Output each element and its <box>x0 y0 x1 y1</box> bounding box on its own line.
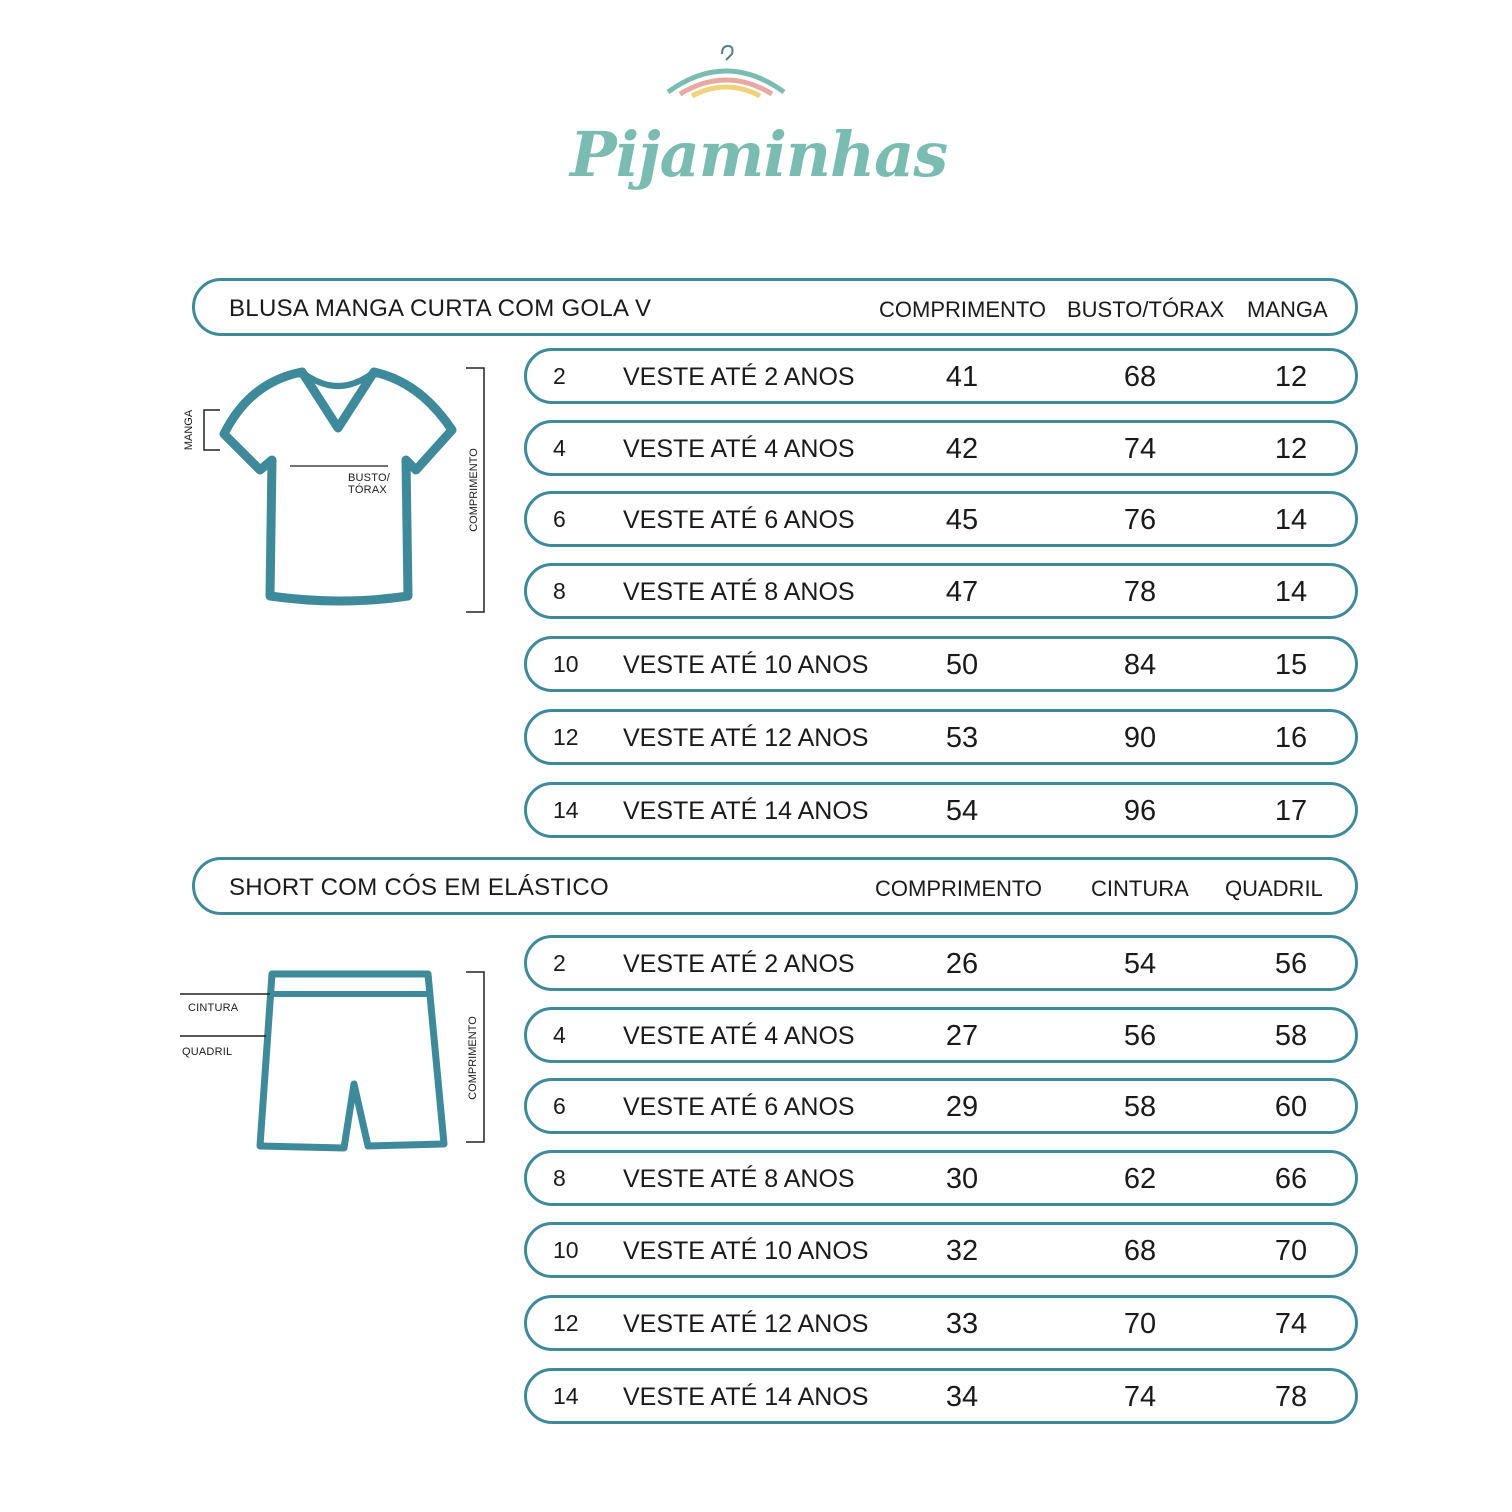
blusa-header <box>192 278 1358 336</box>
size-description: VESTE ATÉ 14 ANOS <box>623 1383 869 1411</box>
short-row <box>524 935 1358 991</box>
blusa-row <box>524 420 1358 476</box>
shorts-icon <box>178 960 498 1160</box>
manga-label: MANGA <box>183 409 196 451</box>
blusa-comprimento-label: COMPRIMENTO <box>467 448 480 532</box>
comprimento-value: 34 <box>945 1381 979 1413</box>
comprimento-value: 47 <box>945 576 979 608</box>
size-description: VESTE ATÉ 6 ANOS <box>623 506 855 534</box>
blusa-row <box>524 782 1358 838</box>
quadril-value: 78 <box>1274 1381 1308 1413</box>
size-description: VESTE ATÉ 2 ANOS <box>623 950 855 978</box>
comprimento-value: 26 <box>945 948 979 980</box>
comprimento-value: 41 <box>945 361 979 393</box>
busto-value: 76 <box>1123 504 1157 536</box>
busto-value: 68 <box>1123 361 1157 393</box>
short-row <box>524 1222 1358 1278</box>
manga-value: 14 <box>1274 504 1308 536</box>
quadril-value: 58 <box>1274 1020 1308 1052</box>
short-row <box>524 1295 1358 1351</box>
busto-value: 84 <box>1123 649 1157 681</box>
size-value: 10 <box>553 1237 579 1263</box>
cintura-value: 58 <box>1123 1091 1157 1123</box>
size-value: 12 <box>553 724 579 750</box>
blusa-row <box>524 709 1358 765</box>
cintura-value: 68 <box>1123 1235 1157 1267</box>
hanger-rainbow-icon <box>660 40 790 100</box>
short-header <box>192 857 1358 915</box>
short-title: SHORT COM CÓS EM ELÁSTICO <box>229 874 610 901</box>
size-description: VESTE ATÉ 12 ANOS <box>623 724 869 752</box>
size-value: 14 <box>553 1383 579 1409</box>
busto-value: 90 <box>1123 722 1157 754</box>
busto-value: 78 <box>1123 576 1157 608</box>
blusa-col-comprimento: COMPRIMENTO <box>879 297 1047 322</box>
short-col-comprimento: COMPRIMENTO <box>875 876 1043 901</box>
manga-value: 12 <box>1274 361 1308 393</box>
cintura-value: 54 <box>1123 948 1157 980</box>
size-value: 12 <box>553 1310 579 1336</box>
quadril-value: 60 <box>1274 1091 1308 1123</box>
comprimento-value: 32 <box>945 1235 979 1267</box>
manga-value: 14 <box>1274 576 1308 608</box>
manga-value: 12 <box>1274 433 1308 465</box>
busto-value: 74 <box>1123 433 1157 465</box>
size-value: 8 <box>553 578 566 604</box>
comprimento-value: 50 <box>945 649 979 681</box>
size-description: VESTE ATÉ 8 ANOS <box>623 578 855 606</box>
quadril-label: QUADRIL <box>182 1046 233 1058</box>
comprimento-value: 33 <box>945 1308 979 1340</box>
size-description: VESTE ATÉ 10 ANOS <box>623 1237 869 1265</box>
short-comprimento-label: COMPRIMENTO <box>466 1016 479 1100</box>
size-value: 8 <box>553 1165 566 1191</box>
short-row <box>524 1007 1358 1063</box>
short-col-quadril: QUADRIL <box>1225 876 1323 901</box>
size-value: 6 <box>553 1093 566 1119</box>
size-description: VESTE ATÉ 4 ANOS <box>623 435 855 463</box>
quadril-value: 74 <box>1274 1308 1308 1340</box>
short-row <box>524 1078 1358 1134</box>
size-description: VESTE ATÉ 4 ANOS <box>623 1022 855 1050</box>
size-value: 10 <box>553 651 579 677</box>
size-description: VESTE ATÉ 12 ANOS <box>623 1310 869 1338</box>
short-row <box>524 1368 1358 1424</box>
cintura-value: 70 <box>1123 1308 1157 1340</box>
size-description: VESTE ATÉ 10 ANOS <box>623 651 869 679</box>
manga-value: 15 <box>1274 649 1308 681</box>
manga-value: 16 <box>1274 722 1308 754</box>
quadril-value: 70 <box>1274 1235 1308 1267</box>
size-value: 2 <box>553 950 566 976</box>
shorts-illustration <box>178 960 498 1160</box>
cintura-value: 62 <box>1123 1163 1157 1195</box>
comprimento-value: 54 <box>945 795 979 827</box>
blusa-col-busto: BUSTO/TÓRAX <box>1067 297 1225 322</box>
quadril-value: 56 <box>1274 948 1308 980</box>
size-value: 2 <box>553 363 566 389</box>
size-value: 4 <box>553 435 566 461</box>
size-description: VESTE ATÉ 14 ANOS <box>623 797 869 825</box>
busto-value: 96 <box>1123 795 1157 827</box>
busto-label: BUSTO/ <box>348 472 390 484</box>
size-value: 6 <box>553 506 566 532</box>
quadril-value: 66 <box>1274 1163 1308 1195</box>
size-value: 14 <box>553 797 579 823</box>
blusa-row <box>524 348 1358 404</box>
size-description: VESTE ATÉ 2 ANOS <box>623 363 855 391</box>
torax-label: TÓRAX <box>348 484 387 496</box>
comprimento-value: 29 <box>945 1091 979 1123</box>
cintura-label: CINTURA <box>188 1002 239 1014</box>
comprimento-value: 45 <box>945 504 979 536</box>
manga-value: 17 <box>1274 795 1308 827</box>
size-description: VESTE ATÉ 8 ANOS <box>623 1165 855 1193</box>
brand-logo <box>570 40 948 191</box>
blusa-row <box>524 563 1358 619</box>
blusa-row <box>524 491 1358 547</box>
blusa-col-manga: MANGA <box>1247 297 1328 322</box>
blusa-row <box>524 636 1358 692</box>
size-value: 4 <box>553 1022 566 1048</box>
size-description: VESTE ATÉ 6 ANOS <box>623 1093 855 1121</box>
comprimento-value: 42 <box>945 433 979 465</box>
comprimento-value: 30 <box>945 1163 979 1195</box>
cintura-value: 56 <box>1123 1020 1157 1052</box>
blusa-title: BLUSA MANGA CURTA COM GOLA V <box>229 295 652 322</box>
short-col-cintura: CINTURA <box>1091 876 1189 901</box>
comprimento-value: 53 <box>945 722 979 754</box>
short-row <box>524 1150 1358 1206</box>
shirt-illustration <box>180 360 500 620</box>
shirt-icon <box>180 360 500 620</box>
brand-name: Pijaminhas <box>570 118 948 191</box>
cintura-value: 74 <box>1123 1381 1157 1413</box>
comprimento-value: 27 <box>945 1020 979 1052</box>
